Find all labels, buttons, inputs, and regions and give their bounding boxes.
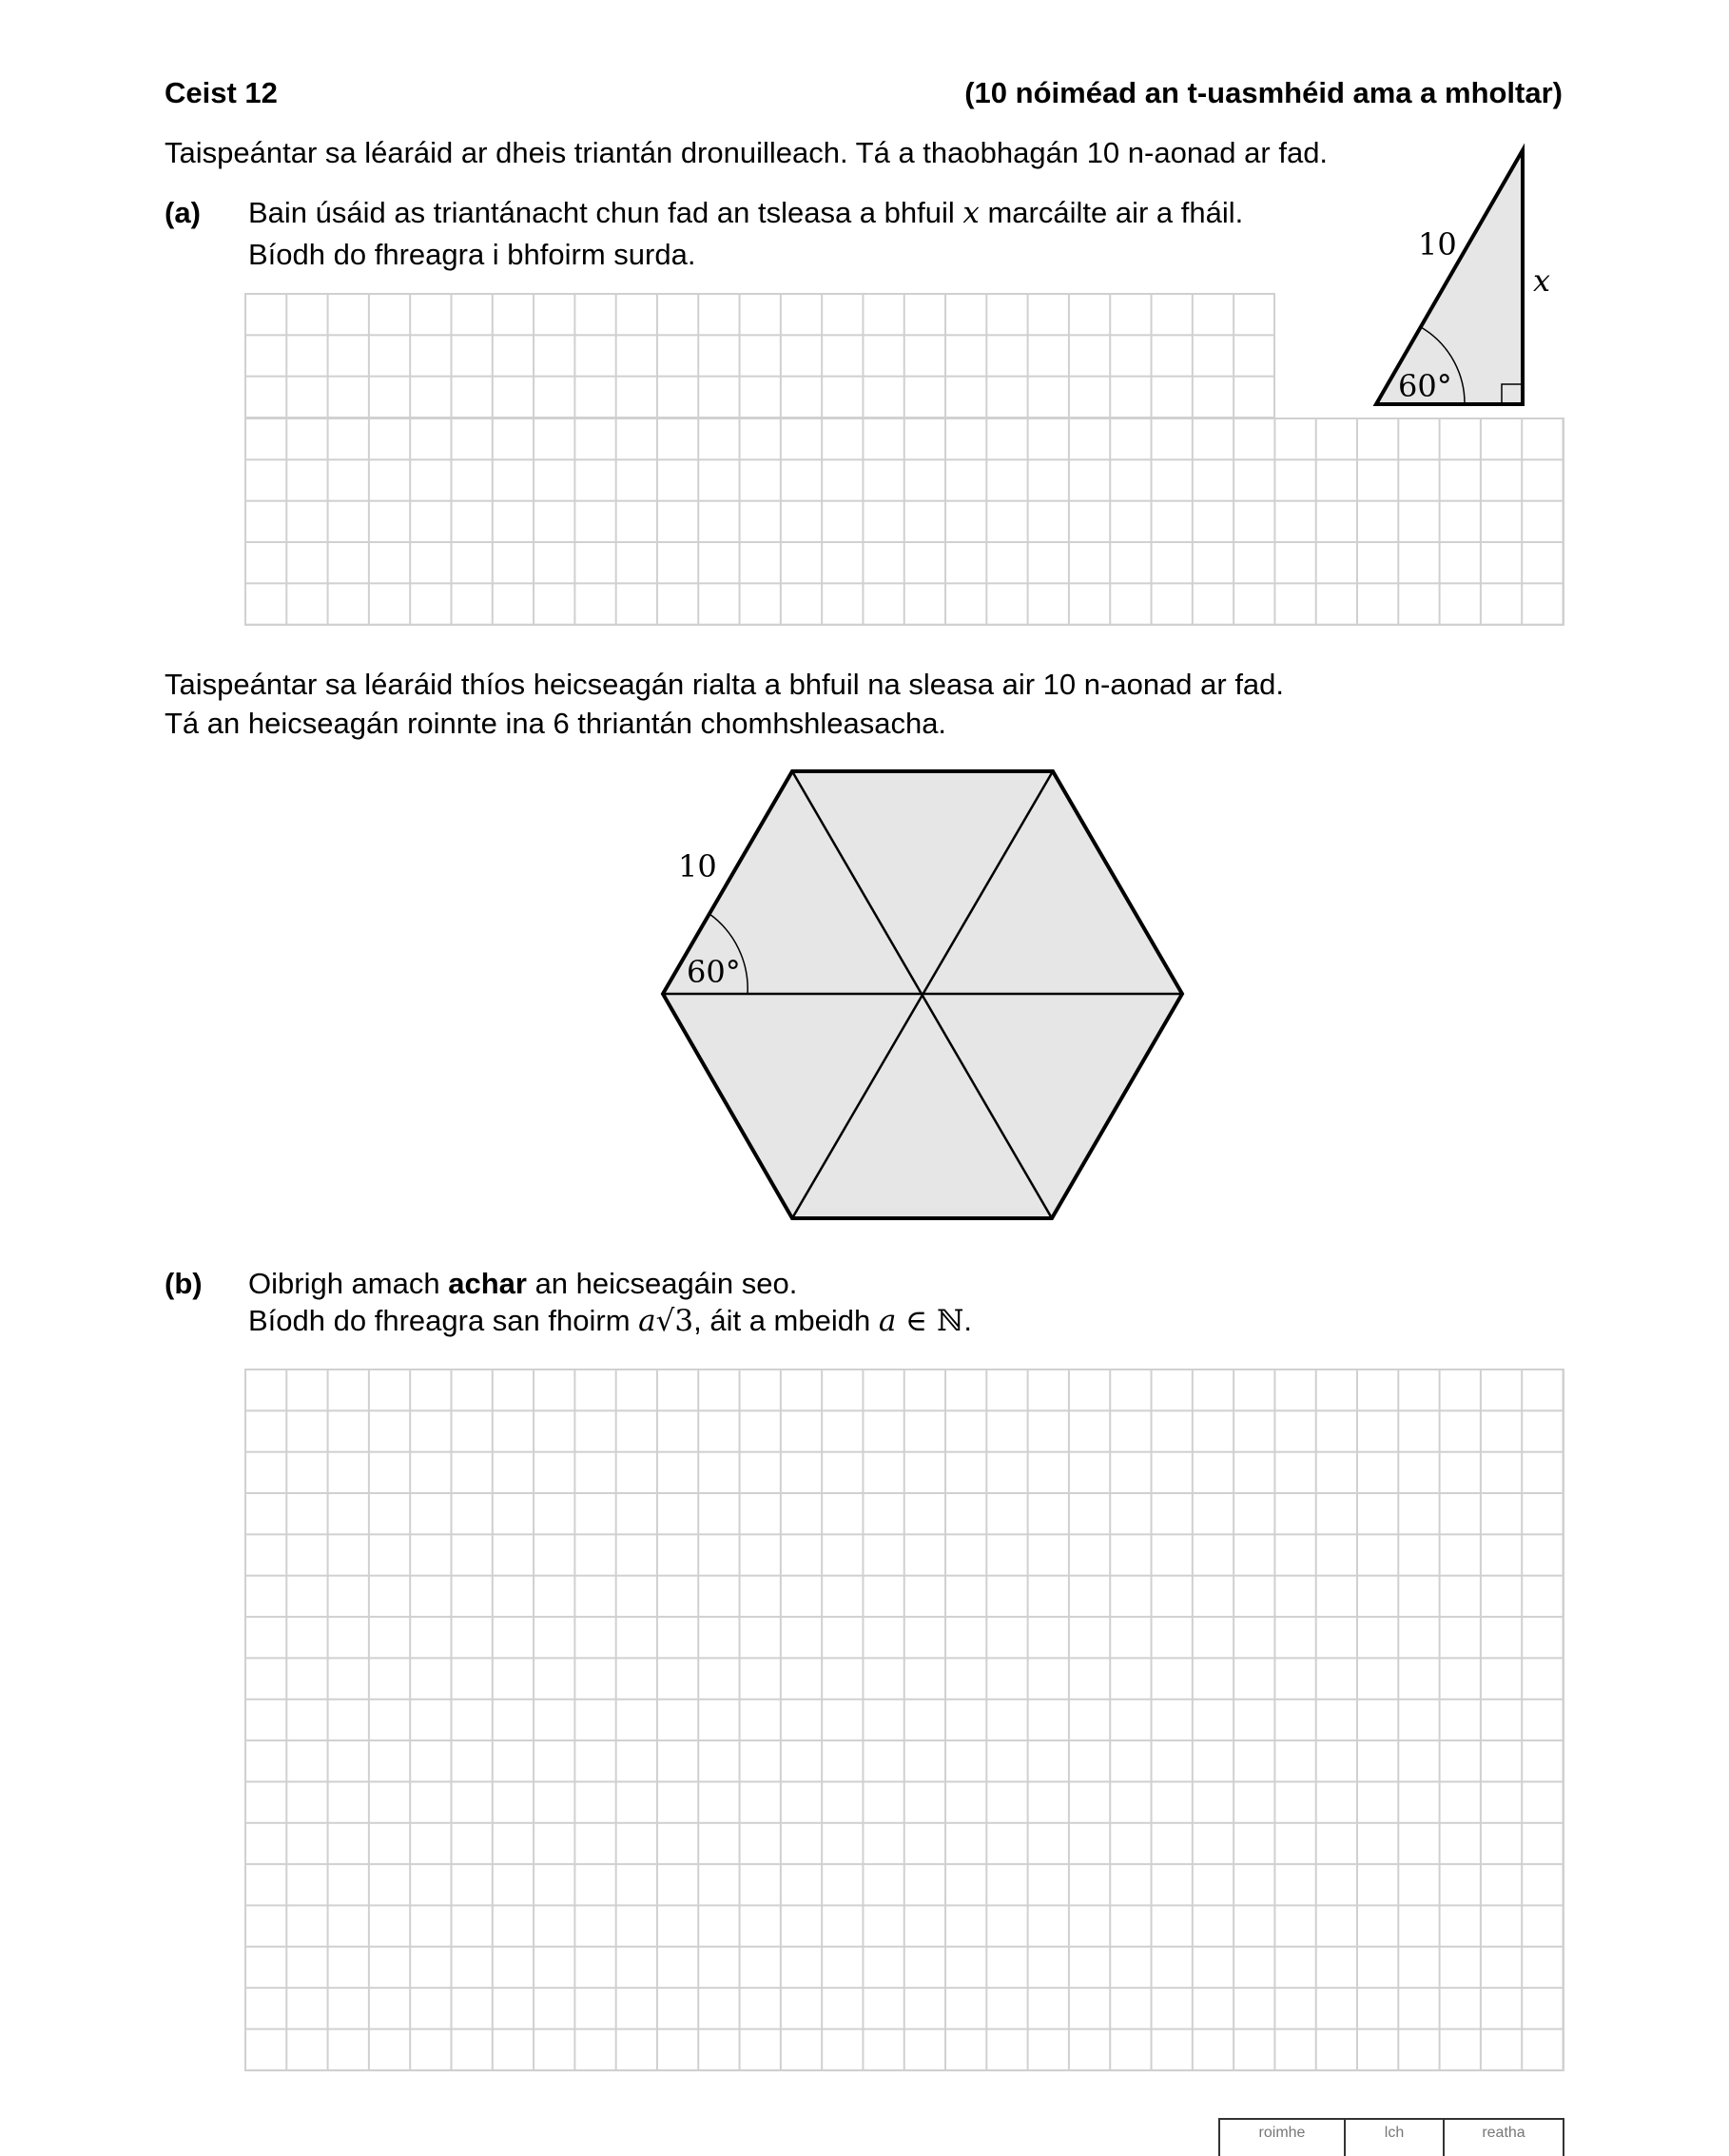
- time-note: (10 nóiméad an t-uasmhéid ama a mholtar): [964, 76, 1563, 109]
- hypotenuse-label: 10: [1418, 226, 1457, 262]
- math-a-2: a: [878, 1304, 897, 1338]
- part-a-text-2: marcáilte air a fháil.: [979, 196, 1244, 229]
- page-nav-page: lch: [1344, 2120, 1443, 2156]
- part-a-instruction: [248, 198, 1243, 228]
- part-a-label: (a): [165, 196, 201, 229]
- right-triangle-figure: [1360, 138, 1569, 418]
- part-b-text-1: Oibrigh amach: [248, 1267, 449, 1300]
- page-nav-current[interactable]: reatha: [1443, 2120, 1563, 2156]
- answer-grid-a-lower[interactable]: [244, 418, 1564, 626]
- hexagon-intro-line-1: Taispeántar sa léaráid thíos heicseagán rialta a bhfuil na sleasa air 10 n-aonad ar fad.: [165, 668, 1285, 701]
- intro-text: Taispeántar sa léaráid ar dheis triantán dronuilleach. Tá a thaobhagán 10 n-aonad ar fad.: [165, 136, 1329, 169]
- part-b-text-2: an heicseagáin seo.: [526, 1267, 798, 1300]
- math-in-naturals: ∈ ℕ: [896, 1304, 964, 1338]
- variable-x: x: [962, 196, 980, 230]
- part-b-period: .: [963, 1304, 972, 1337]
- keyword-area: achar: [448, 1267, 527, 1300]
- part-b-where-text: , áit a mbeidh: [693, 1304, 879, 1337]
- part-b-label: (b): [165, 1267, 203, 1300]
- hexagon-intro-line-2: Tá an heicseagán roinnte ina 6 thriantán chomhshleasacha.: [165, 707, 947, 740]
- page-nav-table: [1218, 2118, 1564, 2156]
- side-x-label: x: [1533, 262, 1551, 299]
- answer-grid-b[interactable]: [244, 1369, 1564, 2071]
- part-b-form-text: Bíodh do fhreagra san fhoirm: [248, 1304, 639, 1337]
- part-a-text-1: Bain úsáid as triantánacht chun fad an tsleasa a bhfuil: [248, 196, 963, 229]
- hexagon-angle-label: 60°: [687, 954, 741, 990]
- hexagon-figure: [647, 756, 1198, 1232]
- math-a: a: [638, 1304, 656, 1338]
- part-b-answer-form: [248, 1306, 972, 1336]
- question-title: Ceist 12: [165, 76, 278, 109]
- part-a-answer-form: Bíodh do fhreagra i bhfoirm surda.: [248, 238, 696, 271]
- part-b-instruction: [248, 1269, 797, 1298]
- math-sqrt-3: √3: [655, 1304, 694, 1338]
- page-nav-previous[interactable]: roimhe: [1258, 2125, 1306, 2141]
- hexagon-side-label: 10: [678, 848, 717, 884]
- triangle-angle-label: 60°: [1398, 368, 1452, 404]
- answer-grid-a-upper[interactable]: [244, 293, 1275, 419]
